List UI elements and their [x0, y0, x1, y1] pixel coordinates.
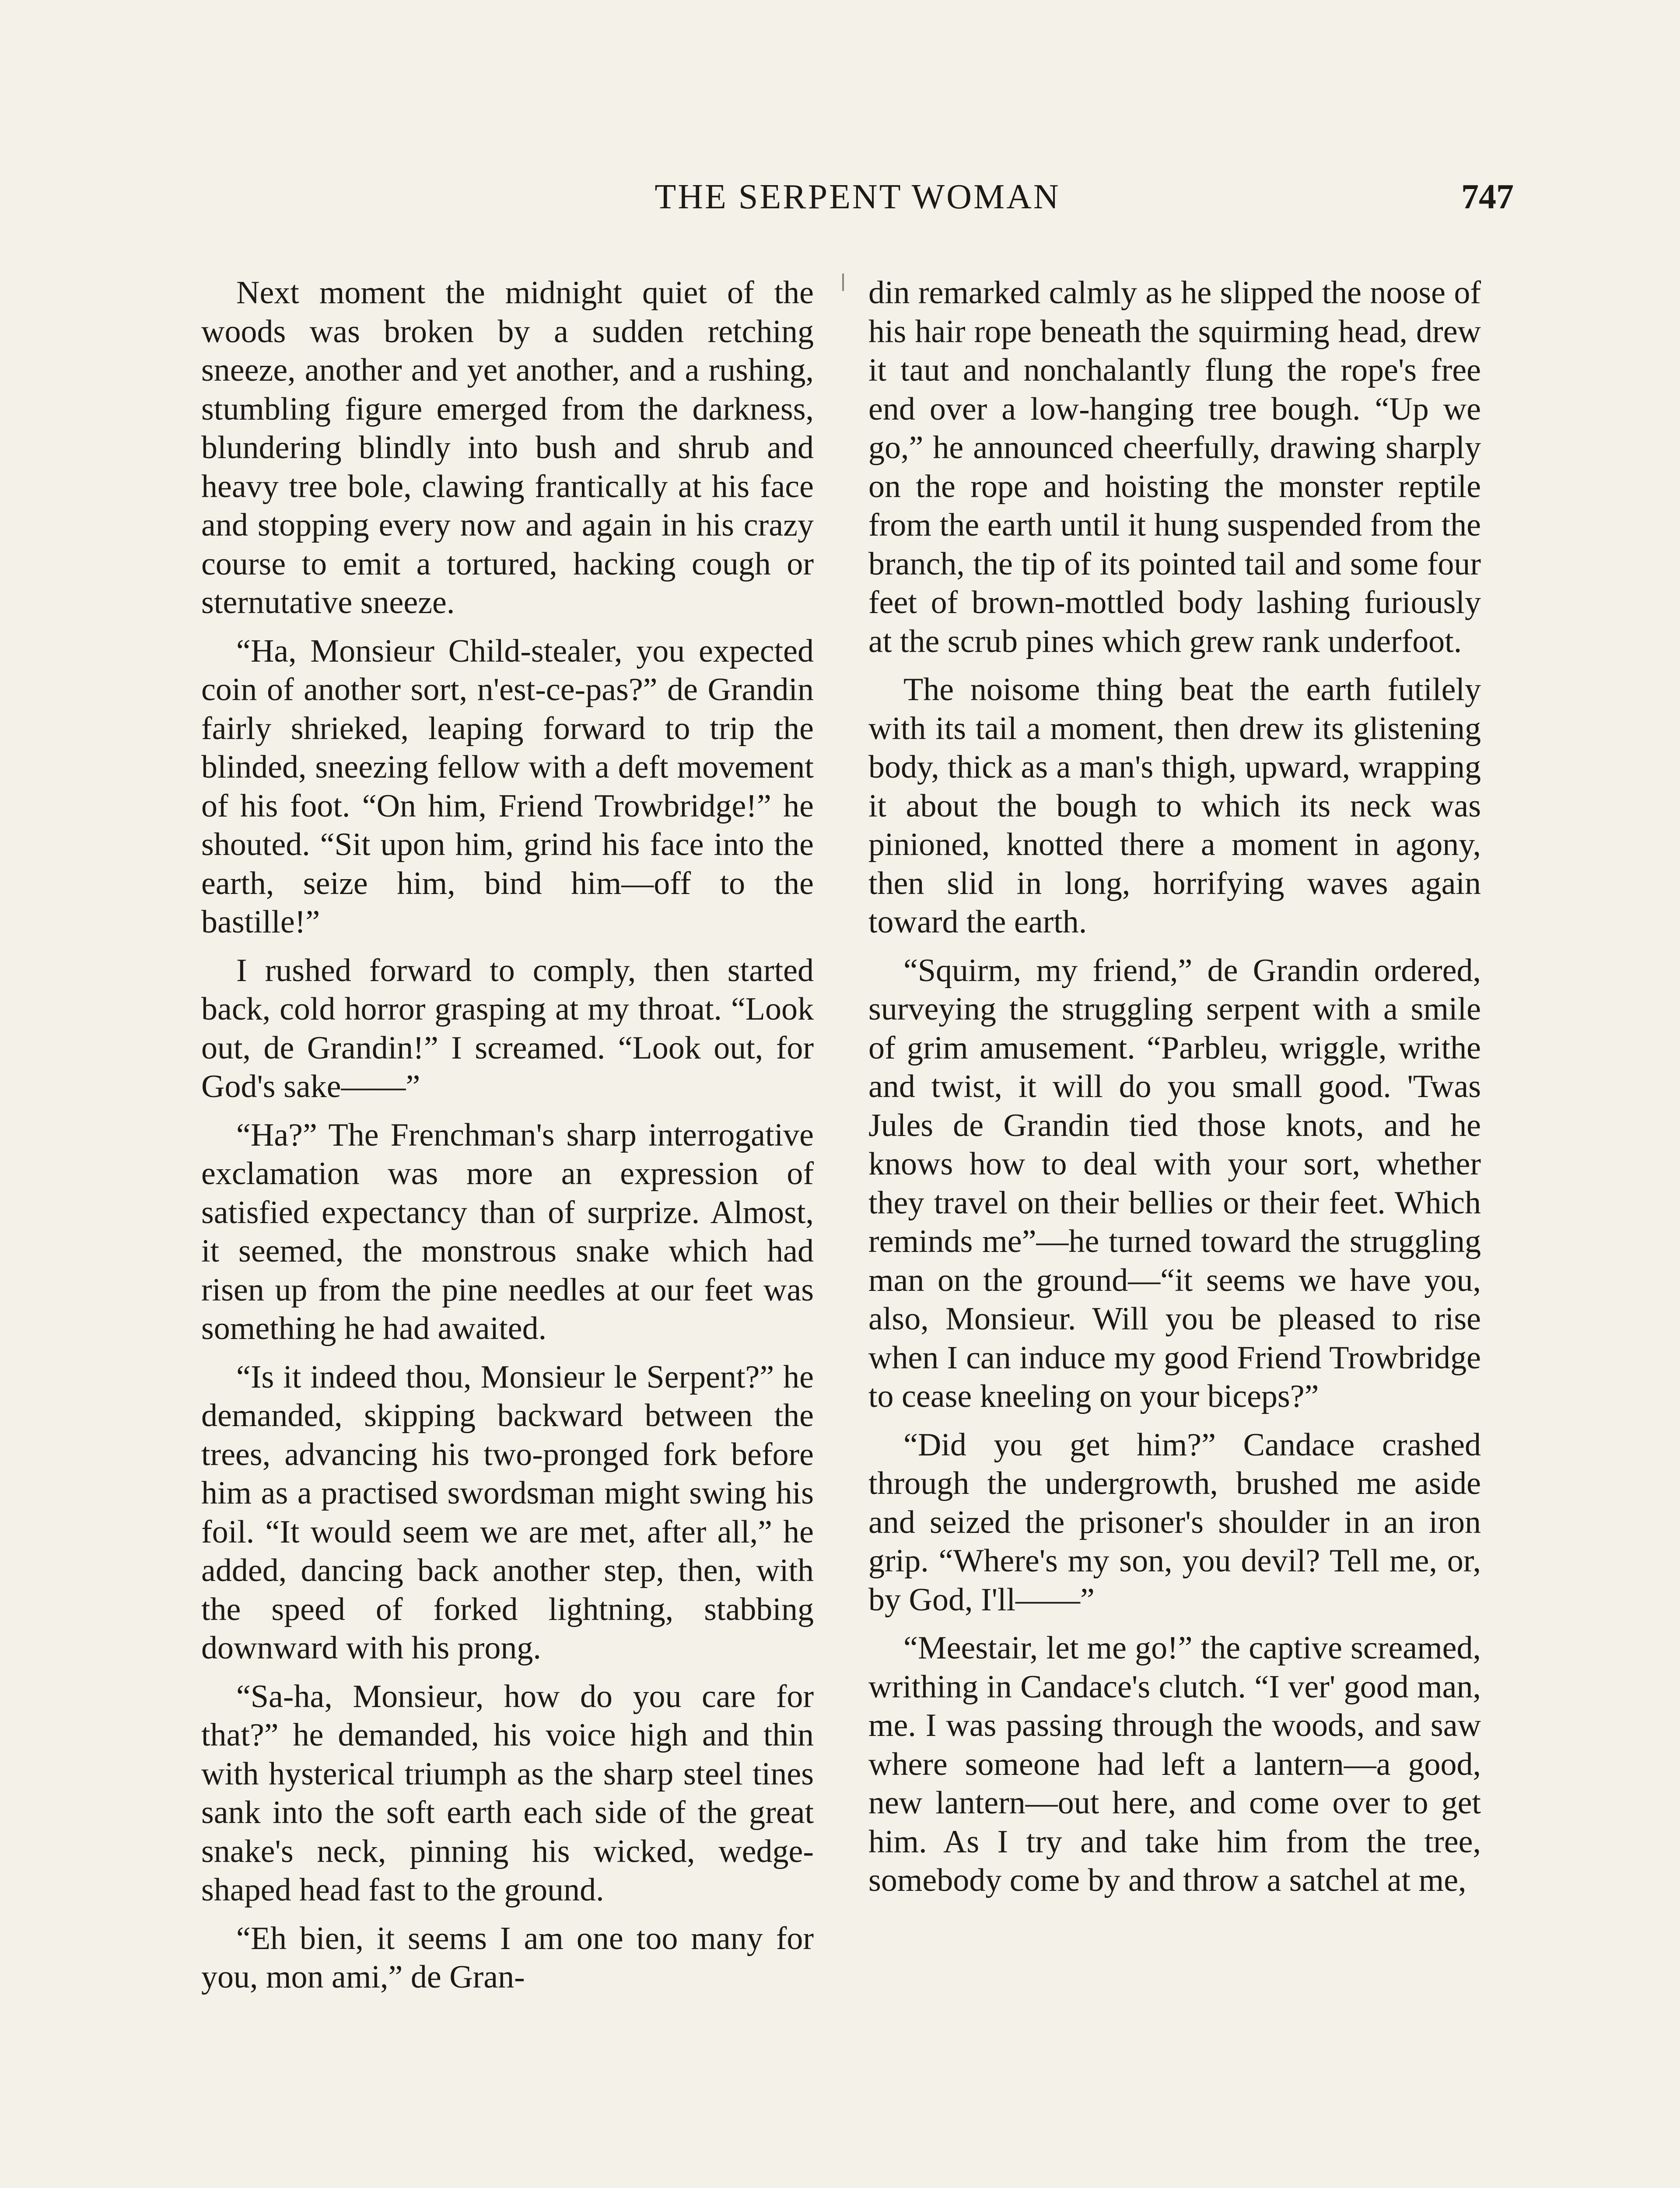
paragraph: “Squirm, my friend,” de Grandin ordered, surveying the struggling serpent with a smile of grim amusement. “Parbleu, wriggle, writhe and twist, it will do you small good. 'Twas Jules de Grandin tied those knots, and he knows how to deal with your sort, whether they travel on their bellies or their feet. Which reminds me”—he turned toward the struggling man on the ground—“it seems we have you, also, Monsieur. Will you be pleased to rise when I can induce my good Friend Trowbridge to cease kneeling on your biceps?”	[868, 952, 1481, 1414]
page-header	[201, 173, 1514, 221]
paragraph: “Did you get him?” Candace crashed through the undergrowth, brushed me aside and seized the prisoner's shoulder in an iron grip. “Where's my son, you devil? Tell me, or, by God, I'll——”	[868, 1427, 1481, 1618]
paragraph-continued: din remarked calmly as he slipped the noose of his hair rope beneath the squirming head, drew it taut and nonchalantly flung the rope's free end over a low-hanging tree bough. “Up we go,” he announced cheerfully, drawing sharply on the rope and hoisting the monster reptile from the earth until it hung suspended from the branch, the tip of its pointed tail and some four feet of brown-mottled body lashing furiously at the scrub pines which grew rank underfoot.	[868, 275, 1481, 659]
paragraph: “Eh bien, it seems I am one too many for you, mon ami,” de Gran-	[201, 1920, 814, 1995]
running-title: THE SERPENT WOMAN	[654, 178, 1060, 216]
paragraph: “Ha?” The Frenchman's sharp interrogative exclamation was more an expression of satisfied expectancy than of surprize. Almost, it seemed, the monstrous snake which had risen up from the pine needles at our feet was something he had awaited.	[201, 1117, 814, 1346]
paragraph: “Meestair, let me go!” the captive screamed, writhing in Candace's clutch. “I ver' good man, me. I was passing through the woods, and saw where someone had left a lantern—a good, new lantern—out here, and come over to get him. As I try and take him from the tree, somebody come by and throw a satchel at me,	[868, 1630, 1481, 1898]
paragraph: I rushed forward to comply, then started back, cold horror grasping at my throat. “Look out, de Grandin!” I screamed. “Look out, for God's sake——”	[201, 952, 814, 1105]
left-column	[201, 274, 814, 1997]
paragraph: The noisome thing beat the earth futilely with its tail a moment, then drew its glistening body, thick as a man's thigh, upward, wrapping it about the bough to which its neck was pinioned, knotted there a moment in agony, then slid in long, horrifying waves again toward the earth.	[868, 672, 1481, 940]
paragraph: “Sa-ha, Monsieur, how do you care for that?” he demanded, his voice high and thin with hysterical triumph as the sharp steel tines sank into the soft earth each side of the great snake's neck, pinning his wicked, wedge-shaped head fast to the ground.	[201, 1678, 814, 1908]
page-number: 747	[1461, 178, 1514, 216]
right-column	[868, 274, 1481, 1900]
column-divider	[842, 274, 844, 291]
paragraph: “Is it indeed thou, Monsieur le Serpent?” he demanded, skipping backward between the trees, advancing his two-pronged fork before him as a practised swordsman might swing his foil. “It would seem we are met, after all,” he added, dancing back another step, then, with the speed of forked lightning, stabbing downward with his prong.	[201, 1359, 814, 1666]
paragraph: “Ha, Monsieur Child-stealer, you expected coin of another sort, n'est-ce-pas?” de Grandin fairly shrieked, leaping forward to trip the blinded, sneezing fellow with a deft movement of his foot. “On him, Friend Trowbridge!” he shouted. “Sit upon him, grind his face into the earth, seize him, bind him—off to the bastille!”	[201, 633, 814, 940]
paragraph: Next moment the midnight quiet of the woods was broken by a sudden retching sneeze, another and yet another, and a rushing, stumbling figure emerged from the darkness, blundering blindly into bush and shrub and heavy tree bole, clawing frantically at his face and stopping every now and again in his crazy course to emit a tortured, hacking cough or sternutative sneeze.	[201, 275, 814, 621]
